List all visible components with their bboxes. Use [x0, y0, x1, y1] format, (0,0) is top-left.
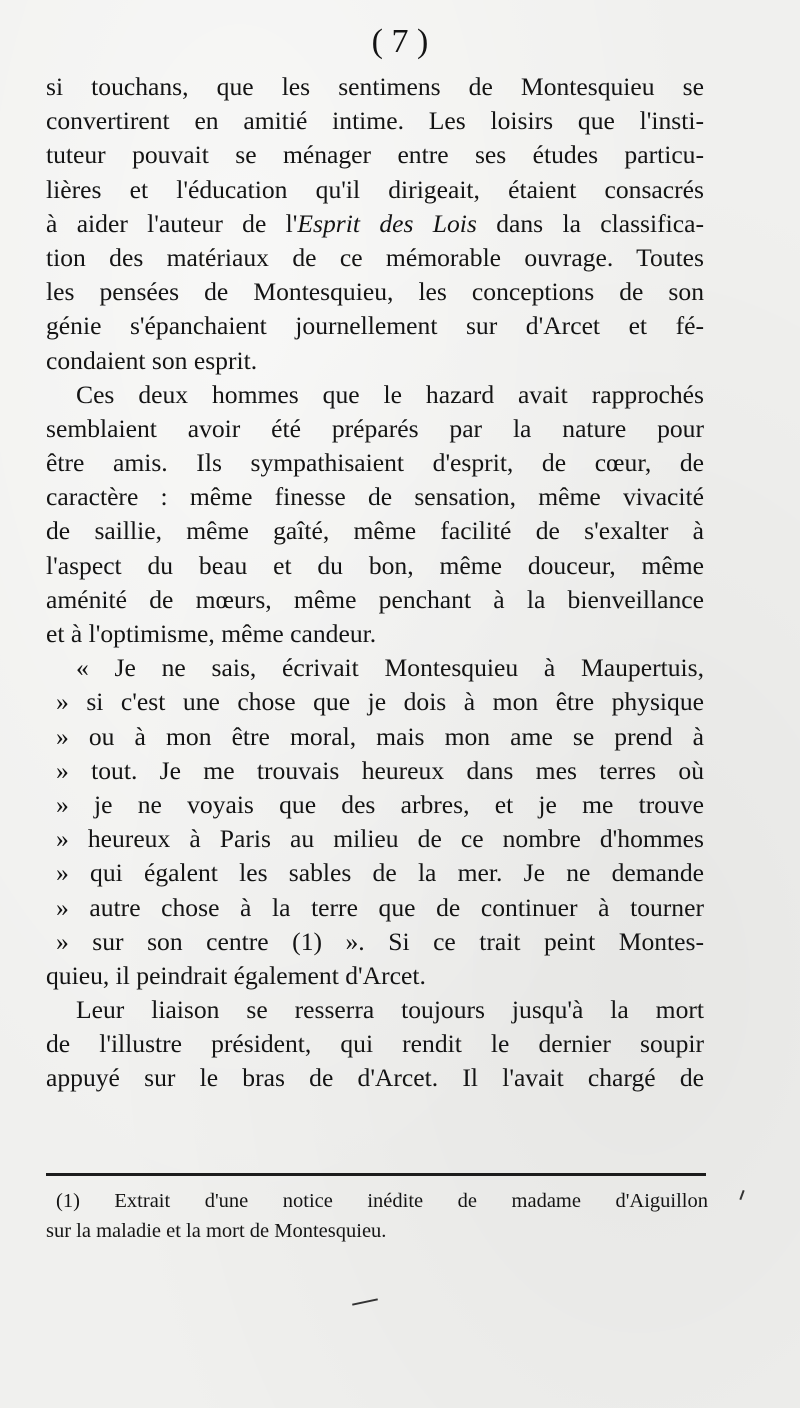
text-line: lières et l'éducation qu'il dirigeait, étaient consacrés	[46, 174, 704, 204]
footnote-line: (1) Extrait d'une notice inédite de madame d'Aiguillon	[56, 1190, 708, 1212]
footnote-line: sur la maladie et la mort de Montesquieu.	[46, 1220, 387, 1242]
text-line: » heureux à Paris au milieu de ce nombre d'hommes	[56, 824, 704, 854]
text-line: » ou à mon être moral, mais mon ame se prend à	[56, 721, 704, 751]
text-line: Leur liaison se resserra toujours jusqu'à la mort	[76, 995, 704, 1025]
text-line: si touchans, que les sentimens de Montesquieu se	[46, 72, 704, 101]
text-line: » je ne voyais que des arbres, et je me trouve	[56, 789, 704, 819]
text-line: aménité de mœurs, même penchant à la bienveillance	[46, 584, 704, 614]
book-title: Esprit des Lois	[297, 208, 477, 238]
text-line: appuyé sur le bras de d'Arcet. Il l'avait chargé de	[46, 1063, 704, 1093]
text-line: de saillie, même gaîté, même facilité de s'exalter à	[46, 516, 704, 546]
text-line: semblaient avoir été préparés par la nature pour	[46, 413, 704, 443]
text-line: » tout. Je me trouvais heureux dans mes terres où	[56, 755, 704, 785]
stray-mark	[739, 1190, 744, 1200]
paragraph-4	[46, 993, 704, 1096]
paragraph-1	[46, 70, 704, 378]
footnote-divider	[46, 1173, 706, 1176]
text-line: » qui égalent les sables de la mer. Je ne demande	[56, 858, 704, 888]
text-fragment: dans la classifica-	[476, 208, 704, 238]
paragraph-2	[46, 378, 704, 652]
text-line: et à l'optimisme, même candeur.	[46, 619, 377, 648]
text-line: de l'illustre président, qui rendit le dernier soupir	[46, 1029, 704, 1059]
text-line: génie s'épanchaient journellement sur d'Arcet et fé-	[46, 311, 704, 341]
text-line: » autre chose à la terre que de continuer à tourner	[56, 892, 704, 922]
text-line: » si c'est une chose que je dois à mon être physique	[56, 687, 704, 717]
text-line: quieu, il peindrait également d'Arcet.	[46, 960, 426, 990]
text-fragment: à aider l'auteur de l'	[46, 208, 298, 238]
text-line: tion des matériaux de ce mémorable ouvrage. Toutes	[46, 242, 704, 272]
text-line-with-title	[46, 207, 704, 241]
text-line: Ces deux hommes que le hazard avait rapprochés	[76, 379, 704, 409]
main-text	[46, 70, 704, 1096]
text-line: caractère : même finesse de sensation, même vivacité	[46, 482, 704, 512]
paragraph-3-quotation	[46, 651, 704, 993]
text-line: » sur son centre (1) ». Si ce trait peint Montes-	[56, 926, 704, 956]
text-line: l'aspect du beau et du bon, même douceur, même	[46, 550, 704, 580]
page-number: ( 7 )	[371, 23, 429, 60]
text-line: convertirent en amitié intime. Les loisirs que l'insti-	[46, 106, 704, 136]
stray-mark	[352, 1298, 378, 1305]
footnote	[46, 1186, 708, 1246]
text-line: les pensées de Montesquieu, les conceptions de son	[46, 277, 704, 307]
text-line: tuteur pouvait se ménager entre ses études particu-	[46, 140, 704, 170]
text-line: condaient son esprit.	[46, 345, 258, 375]
text-line: « Je ne sais, écrivait Montesquieu à Maupertuis,	[76, 653, 704, 683]
text-line: être amis. Ils sympathisaient d'esprit, de cœur, de	[46, 448, 704, 478]
